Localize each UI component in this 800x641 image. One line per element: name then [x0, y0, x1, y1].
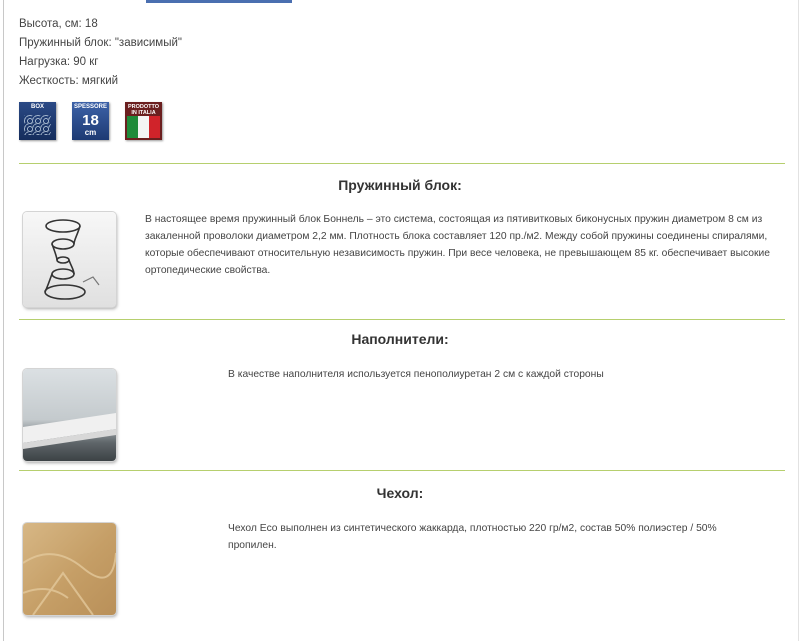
active-tab-indicator [146, 0, 292, 3]
spec-list [19, 15, 182, 91]
section-divider [19, 470, 785, 471]
spec-spring-block: Пружинный блок: "зависимый" [19, 37, 182, 49]
jacquard-fabric-image [23, 523, 116, 615]
badge-italy-label: PRODOTTO IN ITALIA [127, 104, 160, 116]
left-frame-border [3, 0, 4, 641]
badge-spessore-label: SPESSORE [73, 104, 107, 110]
section-title-springs: Пружинный блок: [338, 177, 462, 193]
spring-pattern [24, 115, 51, 135]
spring-coil-icon [23, 212, 116, 307]
badge-thickness-unit: cm [84, 128, 97, 137]
spec-height: Высота, см: 18 [19, 18, 98, 30]
section-divider [19, 163, 785, 164]
section-title-cover: Чехол: [376, 485, 424, 501]
badge-box-label: BOX [30, 104, 44, 110]
italian-flag-icon [127, 116, 160, 138]
foam-icon [23, 369, 116, 461]
foam-layer-image [23, 369, 116, 461]
right-frame-border [798, 0, 799, 641]
box-springs-badge-icon [19, 102, 56, 140]
section-text-fillers: В качестве наполнителя используется пенополиуретан 2 см с каждой стороны [228, 369, 604, 380]
section-divider [19, 319, 785, 320]
jacquard-pattern-icon [23, 523, 116, 615]
spring-coil-image [23, 212, 116, 307]
badge-thickness-value: 18 [82, 112, 99, 129]
section-title-fillers: Наполнители: [351, 331, 449, 347]
prodotto-in-italia-badge-icon [125, 102, 162, 140]
section-text-springs: В настоящее время пружинный блок Боннель – это система, состоящая из пятивитковых биконусных пружин диаметром 8 см из закаленной проволоки диаметром 2,2 мм. Плотность блока составляет 120 пр./м2. Между собой пружины соединены спиралями, которые обеспечивают относительную независимость пружин. При весе человека, не превышающем 85 кг. обеспечивает высокие ортопедические свойства. [145, 214, 770, 276]
spec-firmness: Жесткость: мягкий [19, 75, 119, 87]
section-text-cover: Чехол Eco выполнен из синтетического жаккарда, плотностью 220 гр/м2, состав 50% полиэстер / 50% пропилен. [228, 523, 717, 551]
spec-load: Нагрузка: 90 кг [19, 56, 99, 68]
feature-badges [19, 102, 162, 140]
spessore-badge-icon [72, 102, 109, 140]
